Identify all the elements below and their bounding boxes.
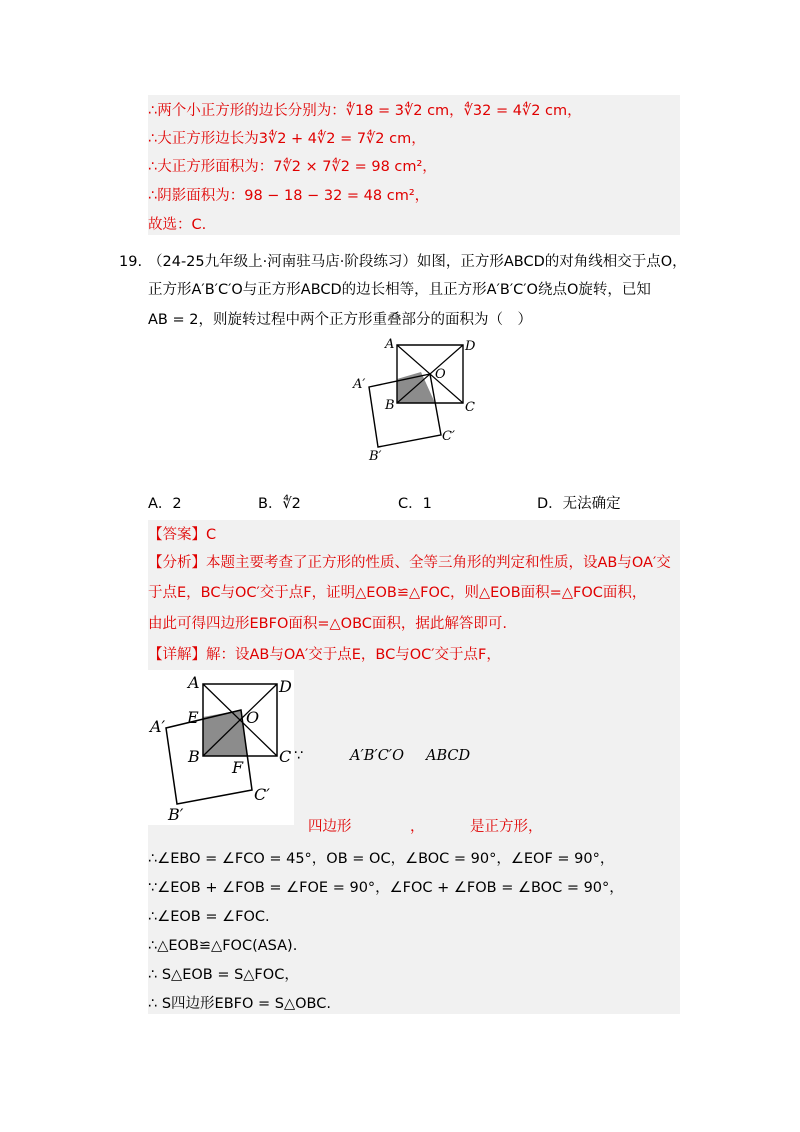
question-figure xyxy=(345,335,485,465)
question-number: 19. xyxy=(119,254,143,270)
step-4: ∴△EOB≌△FOC(ASA). xyxy=(148,938,298,954)
answer-line: 【答案】C xyxy=(148,527,217,543)
solution-label-c-prime: C′ xyxy=(254,785,270,804)
option-a[interactable]: A．2 xyxy=(148,496,182,512)
step-3: ∴∠EOB = ∠FOC. xyxy=(148,909,270,925)
figure-label-c-prime: C′ xyxy=(442,429,455,444)
solution-label-o: O xyxy=(246,708,260,727)
analysis-line-1: 【分析】本题主要考查了正方形的性质、全等三角形的判定和性质，设AB与OA′交 xyxy=(148,555,671,571)
fragment-comma: ， xyxy=(410,819,425,835)
solution-label-c: C xyxy=(279,747,292,766)
solution-label-b-prime: B′ xyxy=(168,805,184,824)
option-d[interactable]: D．无法确定 xyxy=(537,496,621,512)
figure-label-c: C xyxy=(465,400,475,415)
solution-label-f: F xyxy=(232,758,244,777)
step-1: ∴∠EBO = ∠FCO = 45°，OB = OC，∠BOC = 90°，∠EOF = 90°， xyxy=(148,851,615,867)
detail-line: 【详解】解：设AB与OA′交于点E，BC与OC′交于点F， xyxy=(148,647,501,663)
option-c[interactable]: C．1 xyxy=(398,496,432,512)
figure-label-o: O xyxy=(435,367,446,382)
solution-label-a: A xyxy=(188,673,200,692)
figure-label-a-prime: A′ xyxy=(353,377,366,392)
step-5: ∴ S△EOB = S△FOC， xyxy=(148,967,299,983)
step-2: ∵∠EOB + ∠FOB = ∠FOE = 90°，∠FOC + ∠FOB = ∠BOC = 90°， xyxy=(148,880,624,896)
prev-solution-line-1: ∴两个小正方形的边长分别为：∜18 = 3∜2 cm，∜32 = 4∜2 cm， xyxy=(148,103,582,119)
because-symbol: ∵ xyxy=(294,748,304,764)
question-line-1: （24-25九年级上·河南驻马店·阶段练习）如图，正方形ABCD的对角线相交于点O， xyxy=(148,254,687,270)
solution-label-b: B xyxy=(188,747,200,766)
step-6: ∴ S四边形EBFO = S△OBC. xyxy=(148,996,331,1012)
prev-solution-line-5: 故选：C. xyxy=(148,217,207,233)
analysis-line-3: 由此可得四边形EBFO面积=△OBC面积，据此解答即可. xyxy=(148,616,508,632)
figure-label-d: D xyxy=(465,339,476,354)
prev-solution-line-2: ∴大正方形边长为3∜2 + 4∜2 = 7∜2 cm， xyxy=(148,131,426,147)
fragment-square-1: A′B′C′O xyxy=(350,748,404,764)
fragment-square-2: ABCD xyxy=(426,748,471,764)
solution-label-d: D xyxy=(279,677,292,696)
figure-label-b-prime: B′ xyxy=(369,449,382,464)
solution-label-e: E xyxy=(187,708,199,727)
fragment-is-square: 是正方形， xyxy=(470,819,543,835)
question-line-3: AB = 2，则旋转过程中两个正方形重叠部分的面积为（ ） xyxy=(148,312,532,328)
figure-label-a: A xyxy=(385,337,395,352)
prev-solution-line-3: ∴大正方形面积为：7∜2 × 7∜2 = 98 cm²， xyxy=(148,159,437,175)
solution-figure xyxy=(148,670,298,825)
prev-solution-line-4: ∴阴影面积为：98 − 18 − 32 = 48 cm²， xyxy=(148,188,430,204)
analysis-line-2: 于点E，BC与OC′交于点F，证明△EOB≌△FOC，则△EOB面积=△FOC面积， xyxy=(148,585,647,601)
question-line-2: 正方形A′B′C′O与正方形ABCD的边长相等，且正方形A′B′C′O绕点O旋转，已知 xyxy=(148,282,651,298)
figure-label-b: B xyxy=(385,398,395,413)
solution-label-a-prime: A′ xyxy=(150,717,166,736)
fragment-quad: 四边形 xyxy=(308,819,352,835)
option-b[interactable]: B．∜2 xyxy=(258,496,301,512)
